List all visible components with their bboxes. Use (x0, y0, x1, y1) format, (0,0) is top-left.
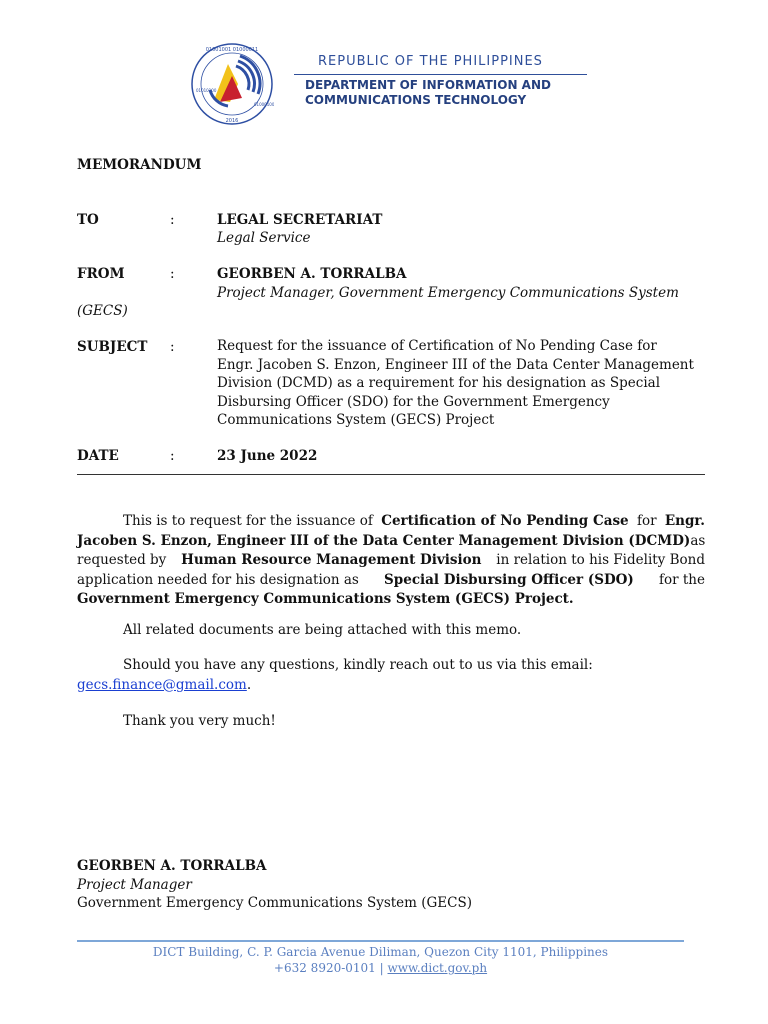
logo-binary-top: 01001001 01000011 (205, 47, 259, 53)
p1-bold-name: Jacoben S. Enzon, Engineer III of the Data Center Management Division (DCMD) (77, 532, 691, 549)
header-department (305, 78, 551, 108)
subject-label: SUBJECT (77, 339, 148, 355)
signature-name: GEORBEN A. TORRALBA (77, 858, 267, 874)
body-paragraph-4: Thank you very much! (123, 713, 276, 729)
header-dept-line1: DEPARTMENT OF INFORMATION AND (305, 78, 551, 92)
subject-line: Request for the issuance of Certification of No Pending Case for (217, 338, 657, 354)
subject-colon: : (170, 339, 175, 355)
header-dept-line2: COMMUNICATIONS TECHNOLOGY (305, 93, 527, 107)
p1-text: as (690, 532, 706, 549)
p1-bold-project: Government Emergency Communications System (GECS) Project. (77, 591, 574, 607)
p1-text: application needed for his designation as (77, 571, 359, 588)
from-title-text: Project Manager, Government Emergency Communications System (217, 285, 679, 301)
footer-website-link[interactable]: www.dict.gov.ph (387, 961, 488, 975)
body-paragraph-2: All related documents are being attached with this memo. (123, 622, 522, 638)
p1-bold-sdo: Special Disbursing Officer (SDO) (384, 571, 634, 588)
p1-text: for the (659, 571, 705, 588)
p1-text: requested by (77, 552, 167, 568)
p1-text: for (636, 513, 657, 529)
to-label: TO (77, 212, 99, 228)
p1-text: This is to request for the issuance of (123, 513, 373, 529)
p1-text: in relation to his Fidelity Bond (496, 552, 705, 568)
date-colon: : (170, 448, 175, 464)
body-paragraph-1 (77, 512, 705, 610)
date-value: 23 June 2022 (217, 448, 318, 464)
logo-binary-right: 01000100 (254, 102, 274, 107)
from-label: FROM (77, 266, 125, 282)
dict-logo (190, 42, 274, 126)
from-colon: : (170, 266, 175, 282)
date-label: DATE (77, 448, 119, 464)
footer-phone: +632 8920-0101 | (273, 961, 384, 975)
footer-divider (77, 940, 684, 942)
p3-text: Should you have any questions, kindly reach out to us via this email: (123, 657, 593, 673)
header-republic: REPUBLIC OF THE PHILIPPINES (318, 54, 543, 69)
p3-period: . (246, 676, 252, 693)
logo-binary-left: 01010100 (196, 88, 217, 93)
memo-title: MEMORANDUM (77, 157, 202, 173)
subject-line: Disbursing Officer (SDO) for the Government Emergency (217, 393, 610, 410)
footer-address: DICT Building, C. P. Garcia Avenue Diliman, Quezon City 1101, Philippines (152, 945, 609, 959)
header-divider (294, 74, 587, 75)
p1-bold-certification: Certification of No Pending Case (381, 513, 629, 529)
to-colon: : (170, 212, 175, 228)
p1-bold-hrmd: Human Resource Management Division (181, 552, 482, 568)
subject-text (217, 337, 717, 430)
email-link[interactable]: gecs.finance@gmail.com (77, 676, 247, 693)
signature-org: Government Emergency Communications System (GECS) (77, 895, 473, 911)
footer-contact (77, 961, 684, 975)
subject-line: Engr. Jacoben S. Enzon, Engineer III of the Data Center Management (217, 356, 694, 373)
subject-line: Communications System (GECS) Project (217, 412, 495, 428)
from-name: GEORBEN A. TORRALBA (217, 266, 407, 282)
p1-bold-engr: Engr. (664, 513, 705, 529)
header-rule (77, 474, 705, 475)
body-paragraph-3 (77, 656, 705, 695)
from-title-line1 (217, 284, 704, 302)
to-office: Legal Service (217, 230, 311, 246)
from-title-line2: (GECS) (77, 303, 128, 319)
signature-title: Project Manager (77, 877, 192, 893)
logo-year: 2016 (225, 118, 239, 124)
subject-line: Division (DCMD) as a requirement for his designation as Special (217, 375, 661, 391)
to-name: LEGAL SECRETARIAT (217, 212, 383, 228)
